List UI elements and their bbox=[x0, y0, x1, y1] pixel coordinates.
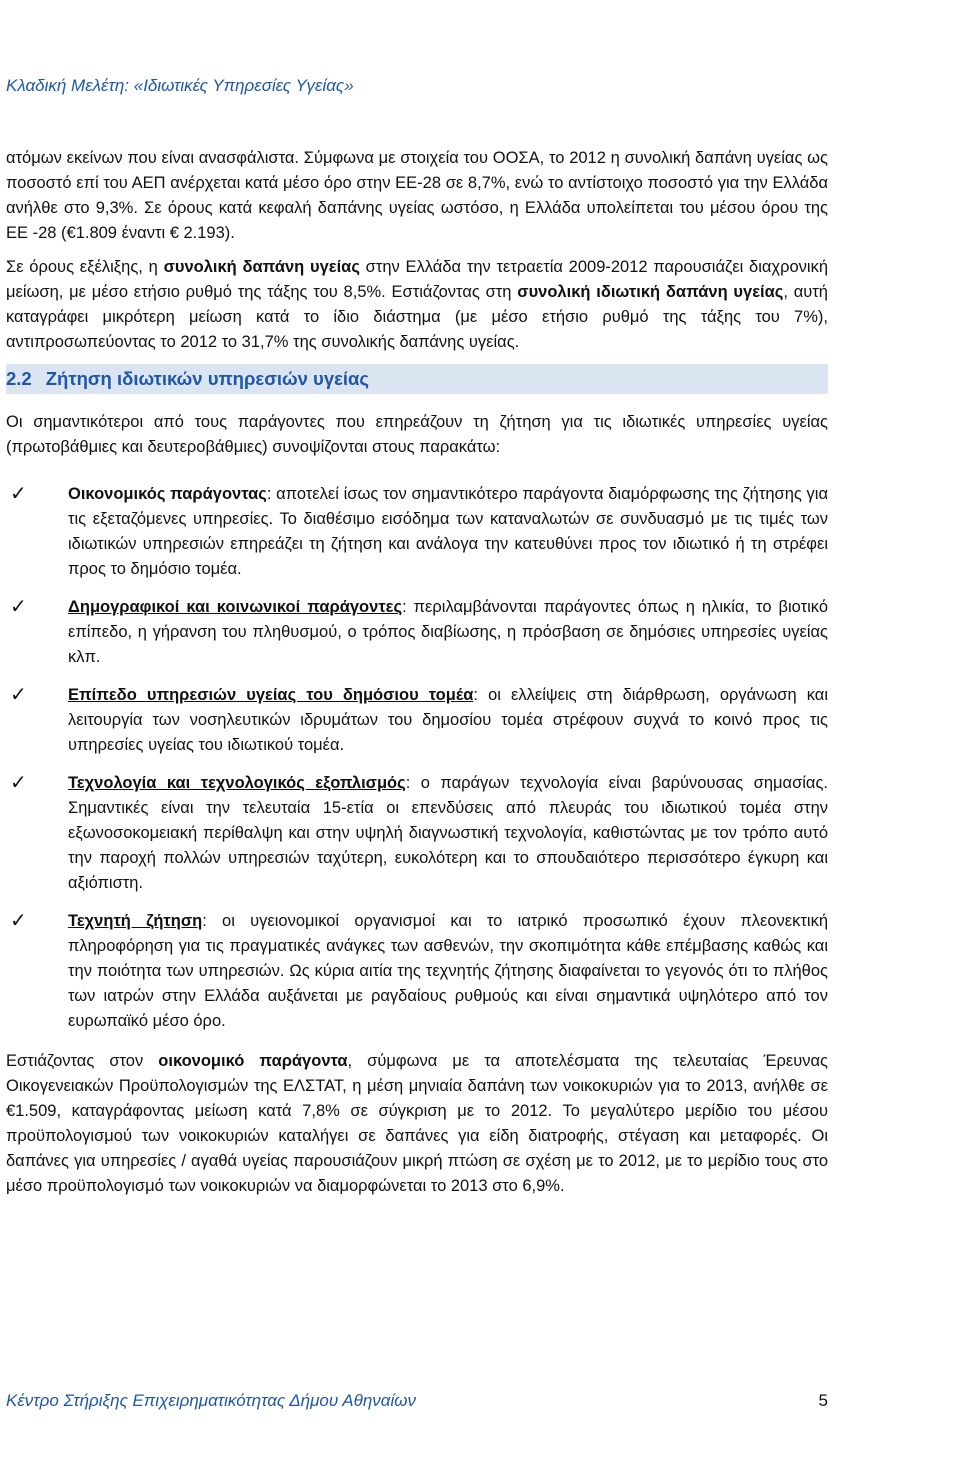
list-item bbox=[6, 683, 828, 758]
economic-text-1: Εστιάζοντας στον bbox=[6, 1052, 159, 1070]
factors-list bbox=[6, 482, 828, 1034]
evolution-bold-2: συνολική ιδιωτική δαπάνη υγείας bbox=[517, 283, 784, 301]
factor-text: : οι υγειονομικοί οργανισμοί και το ιατρικό προσωπικό έχουν πλεονεκτική πληροφόρηση για τις πραγματικές ανάγκες των ασθενών, την σκοπιμότητα κάθε επέμβασης καθώς και την ποιότητα των υπηρεσιών. Ως κύρια αιτία της τεχνητής ζήτησης διαφαίνεται το γεγονός ότι το πλήθος των ιατρών στην Ελλάδα αυξάνεται με ραγδαίους ρυθμούς και είναι σημαντικά υψηλότερο από τον ευρωπαϊκό μέσο όρο. bbox=[68, 912, 828, 1030]
page-number: 5 bbox=[818, 1391, 828, 1410]
checkmark-icon: ✓ bbox=[10, 594, 27, 618]
factor-text: : οι ελλείψεις στη διάρθρωση, οργάνωση και λειτουργία των νοσηλευτικών ιδρυμάτων του δημοσίου τομέα στρέφουν συχνά το κοινό προς τις υπηρεσίες υγείας του ιδιωτικού τομέα. bbox=[68, 686, 828, 754]
factor-title: Επίπεδο υπηρεσιών υγείας του δημόσιου τομέα bbox=[68, 686, 474, 704]
checkmark-icon: ✓ bbox=[10, 481, 27, 505]
section-heading bbox=[6, 364, 828, 394]
factor-title: Δημογραφικοί και κοινωνικοί παράγοντες bbox=[68, 598, 403, 616]
economic-bold: οικονομικό παράγοντα bbox=[158, 1052, 348, 1070]
page-header: Κλαδική Μελέτη: «Ιδιωτικές Υπηρεσίες Υγείας» bbox=[6, 76, 354, 95]
evolution-bold-1: συνολική δαπάνη υγείας bbox=[163, 258, 360, 276]
checkmark-icon: ✓ bbox=[10, 682, 27, 706]
list-item bbox=[6, 595, 828, 670]
section-number: 2.2 bbox=[6, 368, 32, 389]
evolution-paragraph bbox=[6, 255, 828, 355]
factor-text: : περιλαμβάνονται παράγοντες όπως η ηλικία, το βιοτικό επίπεδο, η γήρανση του πληθυσμού, ο τρόπος διαβίωσης, η πρόσβαση σε δημόσιες υπηρεσίες υγείας κλπ. bbox=[68, 598, 828, 666]
evolution-text-2: στην Ελλάδα την τετραετία 2009-2012 παρουσιάζει διαχρονική μείωση, με μέσο ετήσιο ρυθμό της τάξης του 8,5%. Εστιάζοντας στη bbox=[6, 258, 828, 301]
factor-title: Οικονομικός παράγοντας bbox=[68, 485, 267, 503]
list-item bbox=[6, 909, 828, 1034]
factor-text: : αποτελεί ίσως τον σημαντικότερο παράγοντα διαμόρφωσης της ζήτησης για τις εξεταζόμενες υπηρεσίες. Το διαθέσιμο εισόδημα των καταναλωτών σε συνδυασμό με τις τιμές των ιδιωτικών υπηρεσιών επηρεάζει τη ζήτηση και ανάλογα την κατευθύνει προς τον ιδιωτικό ή τη στρέφει προς το δημόσιο τομέα. bbox=[68, 485, 828, 578]
checkmark-icon: ✓ bbox=[10, 770, 27, 794]
page-footer bbox=[6, 1391, 828, 1411]
footer-org: Κέντρο Στήριξης Επιχειρηματικότητας Δήμου Αθηναίων bbox=[6, 1391, 417, 1410]
factor-text: : ο παράγων τεχνολογία είναι βαρύνουσας σημασίας. Σημαντικές είναι την τελευταία 15-ετία οι επενδύσεις από πλευράς του ιδιωτικού τομέα στην εξωνοσοκομειακή περίθαλψη και στην υψηλή διαγνωστική τεχνολογία, καθιστώντας με τον τρόπο αυτό την παροχή πολλών υπηρεσιών ταχύτερη, ευκολότερη και το σπουδαιότερο περισσότερο έγκυρη και αξιόπιστη. bbox=[68, 774, 828, 892]
list-item bbox=[6, 771, 828, 896]
section-title: Ζήτηση ιδιωτικών υπηρεσιών υγείας bbox=[45, 368, 370, 389]
evolution-text-1: Σε όρους εξέλιξης, η bbox=[6, 258, 164, 276]
factors-intro: Οι σημαντικότεροι από τους παράγοντες που επηρεάζουν τη ζήτηση για τις ιδιωτικές υπηρεσίες υγείας (πρωτοβάθμιες και δευτεροβάθμιες) συνοψίζονται στους παρακάτω: bbox=[6, 413, 828, 456]
factor-title: Τεχνολογία και τεχνολογικός εξοπλισμός bbox=[68, 774, 406, 792]
economic-text-2: , σύμφωνα με τα αποτελέσματα της τελευταίας Έρευνας Οικογενειακών Προϋπολογισμών της ΕΛΣΤΑΤ, η μέση μηνιαία δαπάνη των νοικοκυριών για το 2013, ανήλθε σε €1.509, καταγράφοντας μείωση κατά 7,8% σε σύγκριση με το 2012. Το μεγαλύτερο μερίδιο του μέσου προϋπολογισμού των νοικοκυριών καταλήγει σε δαπάνες για είδη διατροφής, στέγαση και μεταφορές. Οι δαπάνες για υπηρεσίες / αγαθά υγείας παρουσιάζουν μικρή πτώση σε σχέση με το 2012, με το μερίδιο τους στο μέσο προϋπολογισμό των νοικοκυριών να διαμορφώνεται το 2013 στο 6,9%. bbox=[6, 1052, 828, 1195]
document-body bbox=[6, 146, 828, 1199]
evolution-text-3: , αυτή καταγράφει μικρότερη μείωση κατά το ίδιο διάστημα (με μέσο ετήσιο ρυθμό της τάξης του 7%), αντιπροσωπεύοντας το 2012 το 31,7% της συνολικής δαπάνης υγείας. bbox=[6, 283, 828, 351]
factor-title: Τεχνητή ζήτηση bbox=[68, 912, 203, 930]
intro-paragraph: ατόμων εκείνων που είναι ανασφάλιστα. Σύμφωνα με στοιχεία του ΟΟΣΑ, το 2012 η συνολική δαπάνη υγείας ως ποσοστό επί του ΑΕΠ ανέρχεται κατά μέσο όρο στην ΕΕ-28 σε 8,7%, ενώ το αντίστοιχο ποσοστό για την Ελλάδα ανήλθε στο 9,3%. Σε όρους κατά κεφαλή δαπάνης υγείας ωστόσο, η Ελλάδα υπολείπεται του μέσου όρου της ΕΕ -28 (€1.809 έναντι € 2.193). bbox=[6, 149, 828, 242]
checkmark-icon: ✓ bbox=[10, 908, 27, 932]
list-item bbox=[6, 482, 828, 582]
economic-paragraph bbox=[6, 1049, 828, 1199]
